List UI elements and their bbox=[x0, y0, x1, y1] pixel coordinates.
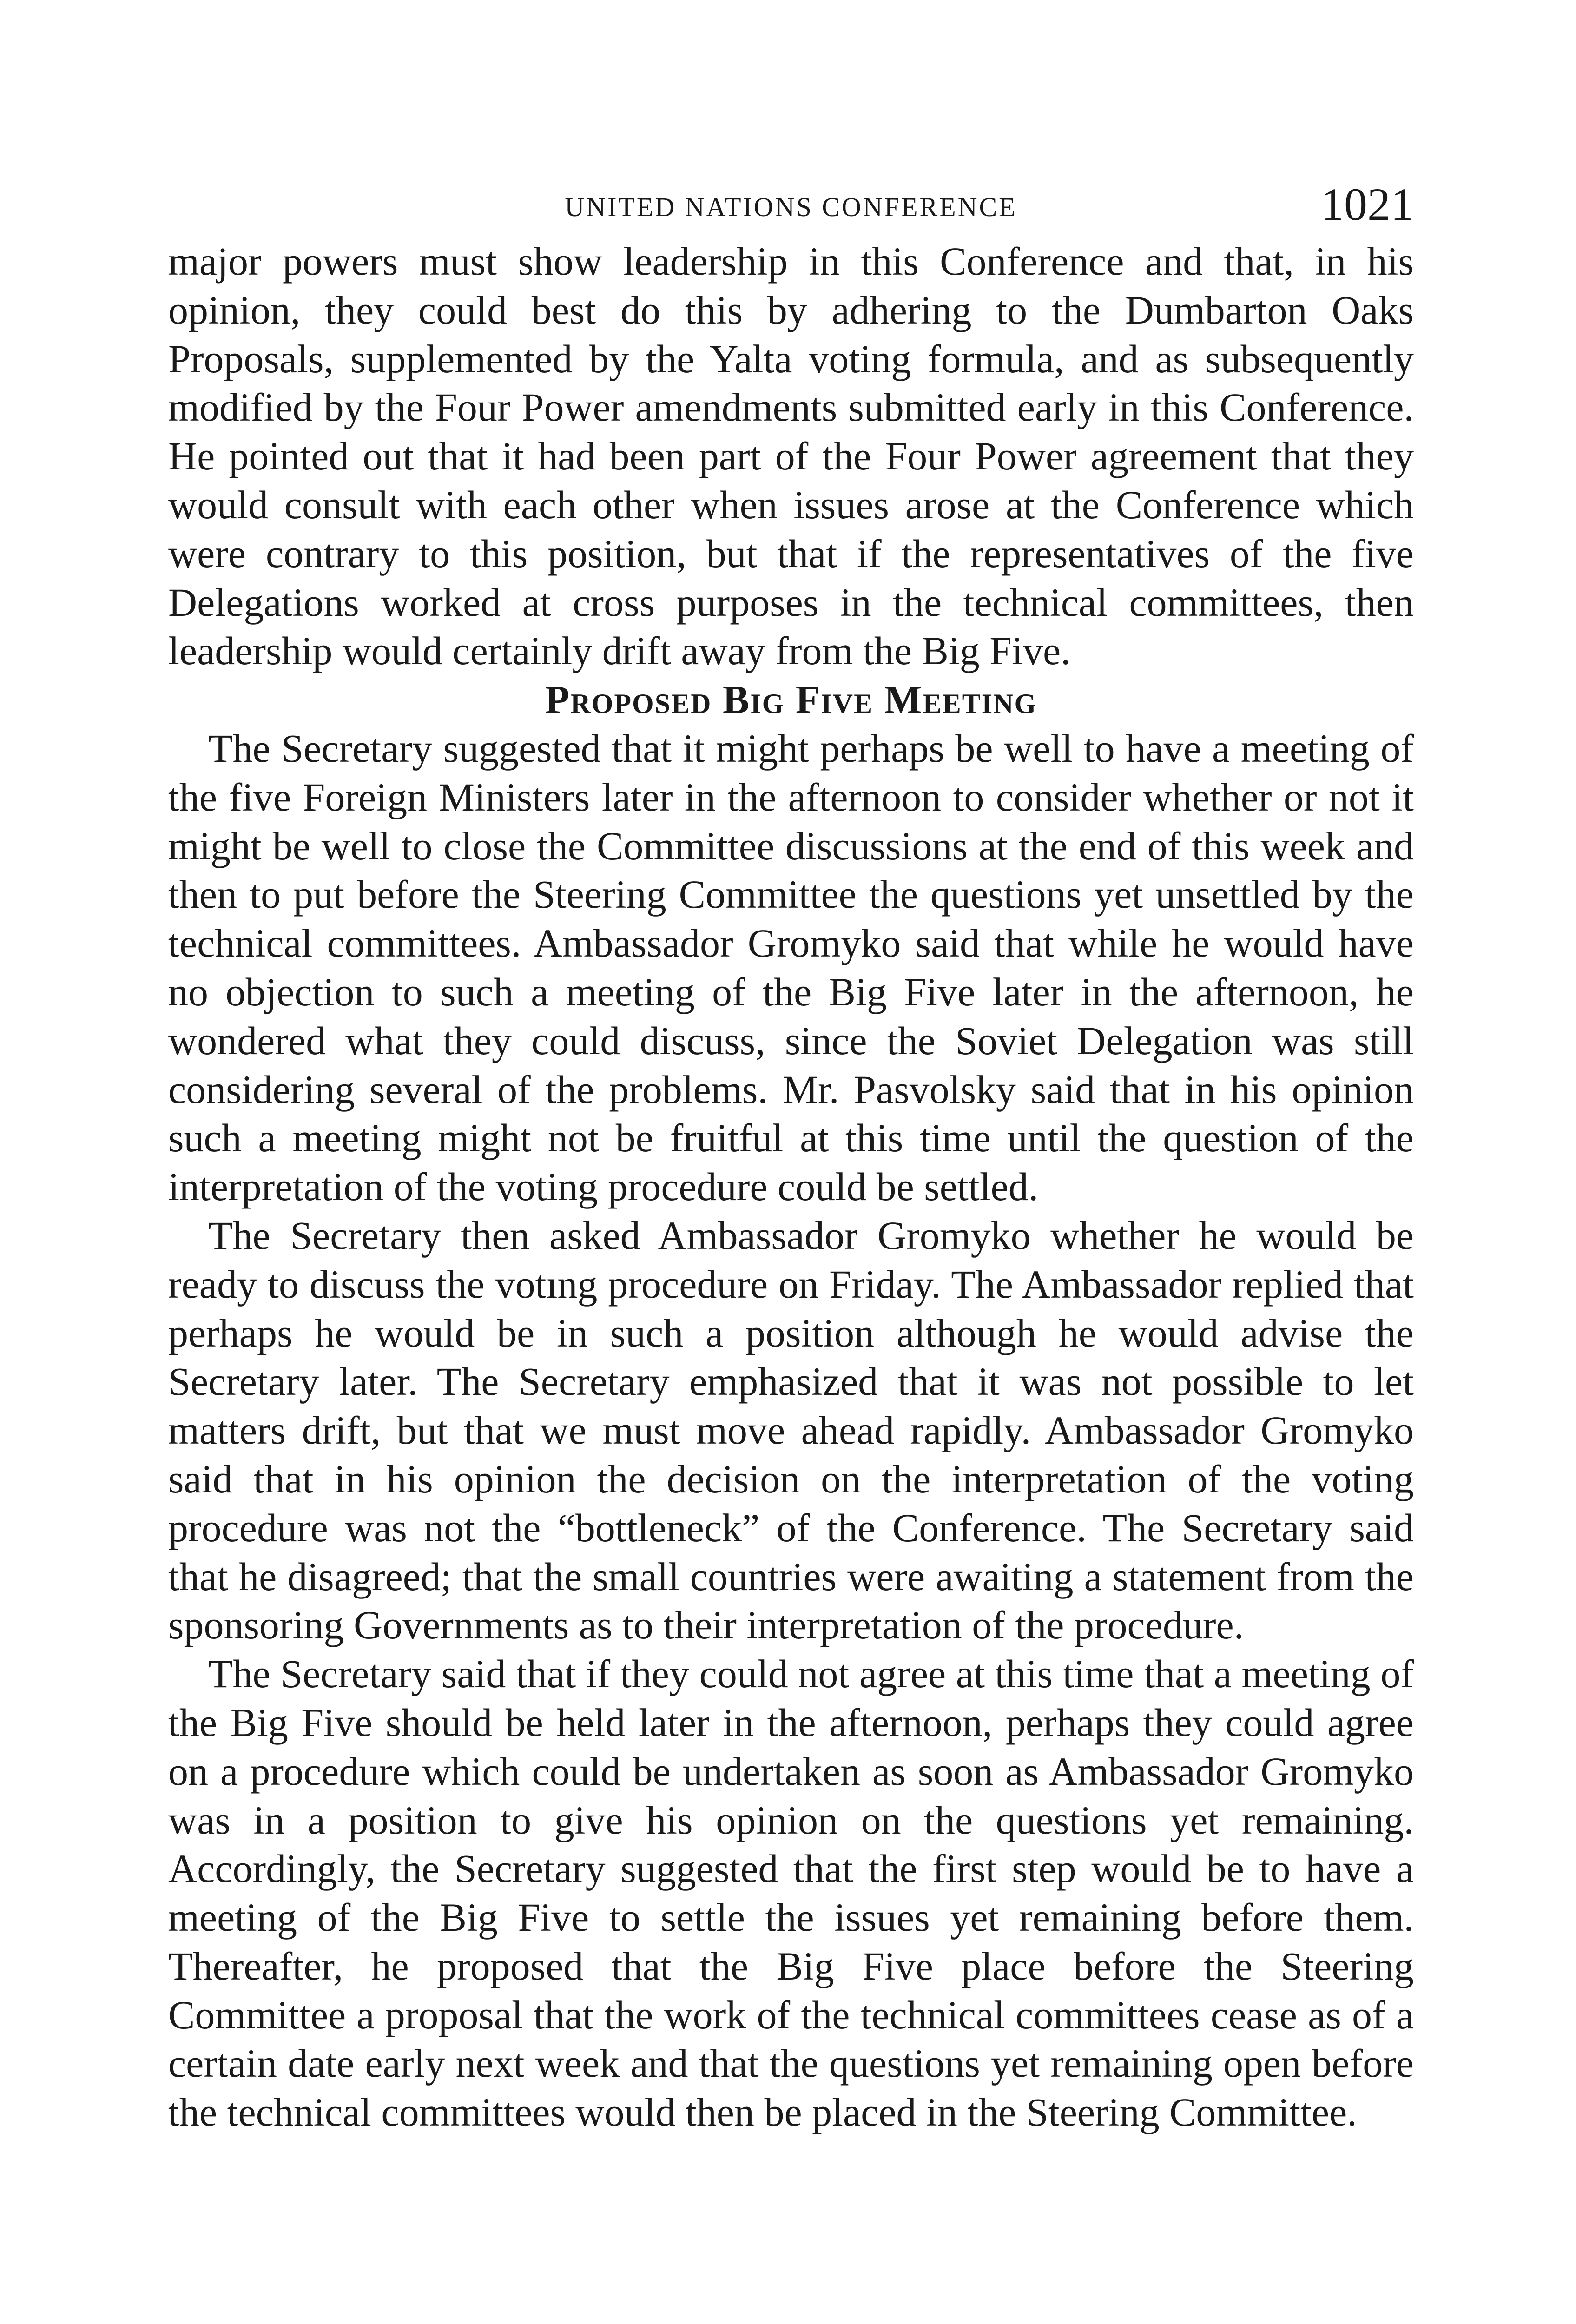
document-page bbox=[168, 178, 1414, 2137]
paragraph: The Secretary then asked Ambassador Gromyko whether he would be ready to discuss the votıng procedure on Friday. The Ambassador replied that perhaps he would be in such a position although he would advise the Secretary later. The Secretary emphasized that it was not possible to let matters drift, but that we must move ahead rapidly. Ambassador Gromyko said that in his opinion the decision on the interpretation of the voting procedure was not the “bottleneck” of the Conference. The Secretary said that he disagreed; that the small countries were awaiting a statement from the sponsoring Governments as to their interpretation of the procedure. bbox=[168, 1213, 1414, 1648]
running-head bbox=[168, 178, 1414, 237]
paragraph-continued: major powers must show leadership in this Conference and that, in his opinion, they could best do this by adhering to the Dumbarton Oaks Proposals, supplemented by the Yalta voting formula, and as subsequently modified by the Four Power amendments submitted early in this Conference. He pointed out that it had been part of the Four Power agreement that they would consult with each other when issues arose at the Conference which were contrary to this position, but that if the representatives of the five Delegations worked at cross purposes in the technical committees, then leadership would certainly drift away from the Big Five. bbox=[168, 239, 1414, 673]
running-title: UNITED NATIONS CONFERENCE bbox=[565, 192, 1017, 222]
paragraph: The Secretary said that if they could not agree at this time that a meeting of the Big Five should be held later in the afternoon, perhaps they could agree on a procedure which could be undertaken as soon as Ambassador Gromyko was in a position to give his opinion on the questions yet remaining. Accordingly, the Secretary suggested that the first step would be to have a meeting of the Big Five to settle the issues yet remaining before them. Thereafter, he proposed that the Big Five place before the Steering Committee a proposal that the work of the technical committees cease as of a certain date early next week and that the questions yet remaining open before the technical committees would then be placed in the Steering Committee. bbox=[168, 1651, 1414, 2135]
section-heading: Proposed Big Five Meeting bbox=[545, 677, 1037, 722]
paragraph: The Secretary suggested that it might perhaps be well to have a meeting of the five Foreign Ministers later in the afternoon to consider whether or not it might be well to close the Committee discussions at the end of this week and then to put before the Steering Committee the questions yet unsettled by the technical committees. Ambassador Gromyko said that while he would have no objection to such a meeting of the Big Five later in the afternoon, he wondered what they could discuss, since the Soviet Delegation was still considering several of the problems. Mr. Pasvolsky said that in his opinion such a meeting might not be fruitful at this time until the question of the interpretation of the voting procedure could be settled. bbox=[168, 726, 1414, 1209]
page-number: 1021 bbox=[1321, 178, 1414, 230]
